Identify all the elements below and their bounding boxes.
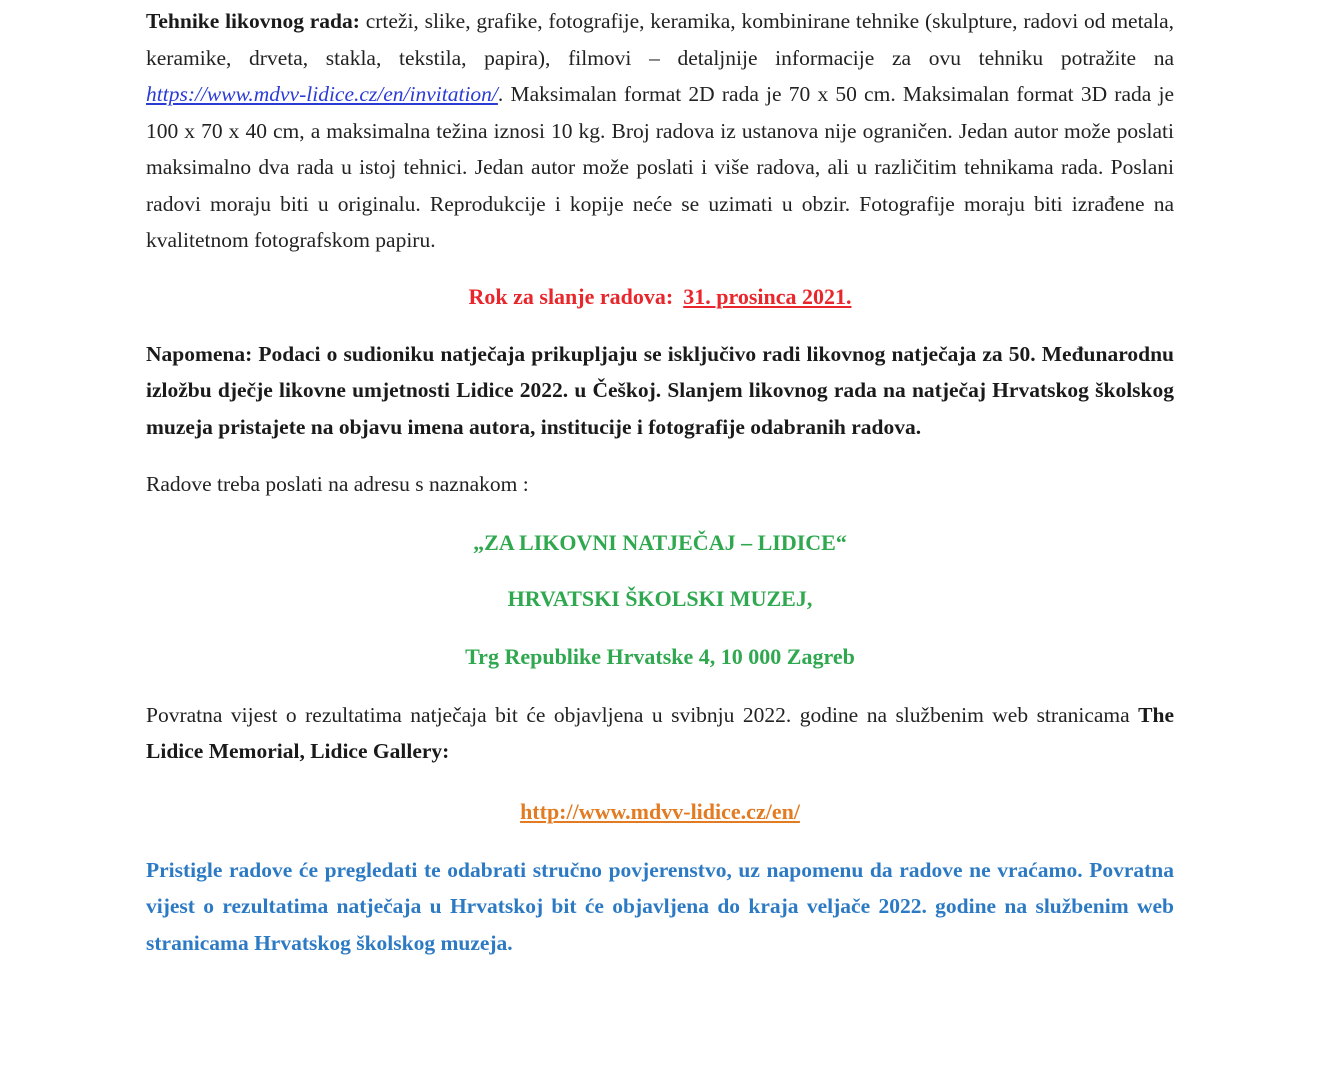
feedback-paragraph	[146, 697, 1174, 770]
closing-paragraph: Pristigle radove će pregledati te odabrati stručno povjerenstvo, uz napomenu da radove ne vraćamo. Povratna vijest o rezultatima natječaja u Hrvatskoj bit će objavljena do kraja veljače 2022. godine na službenim web stranicama Hrvatskog školskog muzeja.	[146, 857, 1174, 955]
deadline-date: 31. prosinca 2021.	[683, 283, 852, 309]
address-street-line: Trg Republike Hrvatske 4, 10 000 Zagreb	[465, 643, 855, 669]
note-paragraph: Napomena: Podaci o sudioniku natječaja prikupljaju se isključivo radi likovnog natječaja za 50. Međunarodnu izložbu dječje likovne umjetnosti Lidice 2022. u Češkoj. Slanjem likovnog rada na natječaj Hrvatskog školskog muzeja pristajete na objavu imena autora, institucije i fotografije odabranih radova.	[146, 341, 1174, 439]
techniques-label: Tehnike likovnog rada:	[146, 9, 360, 33]
lidice-site-link[interactable]: http://www.mdvv-lidice.cz/en/	[520, 798, 800, 824]
invitation-link[interactable]: https://www.mdvv-lidice.cz/en/invitation/	[146, 82, 498, 106]
techniques-text-after-link: . Maksimalan format 2D rada je 70 x 50 cm. Maksimalan format 3D rada je 100 x 70 x 40 cm, a maksimalna težina iznosi 10 kg. Broj radova iz ustanova nije ograničen. Jedan autor može poslati maksimalno dva rada u istoj tehnici. Jedan autor može poslati i više radova, ali u različitim tehnikama rada. Poslani radovi moraju biti u originalu. Reprodukcije i kopije neće se uzimati u obzir. Fotografije moraju biti izrađene na kvalitetnom fotografskom papiru.	[146, 82, 1174, 252]
feedback-bold-gallery: The Lidice Memorial, Lidice Gallery:	[146, 702, 1174, 763]
deadline-line	[146, 279, 1174, 315]
techniques-text-before-link: crteži, slike, grafike, fotografije, keramika, kombinirane tehnike (skulpture, radovi od metala, keramike, drveta, stakla, tekstila, papira), filmovi – detaljnije informacije za ovu tehniku potražite na	[146, 9, 1174, 70]
feedback-text: Povratna vijest o rezultatima natječaja bit će objavljena u svibnju 2022. godine na službenim web stranicama	[146, 702, 1139, 727]
address-institution-line: HRVATSKI ŠKOLSKI MUZEJ,	[507, 585, 813, 611]
address-label-line: „ZA LIKOVNI NATJEČAJ – LIDICE“	[473, 529, 847, 555]
site-link-line	[146, 794, 1174, 830]
send-instructions: Radove treba poslati na adresu s naznakom :	[146, 472, 529, 496]
document-body	[146, 0, 1174, 961]
techniques-paragraph	[146, 3, 1174, 259]
deadline-label: Rok za slanje radova:	[468, 283, 674, 309]
